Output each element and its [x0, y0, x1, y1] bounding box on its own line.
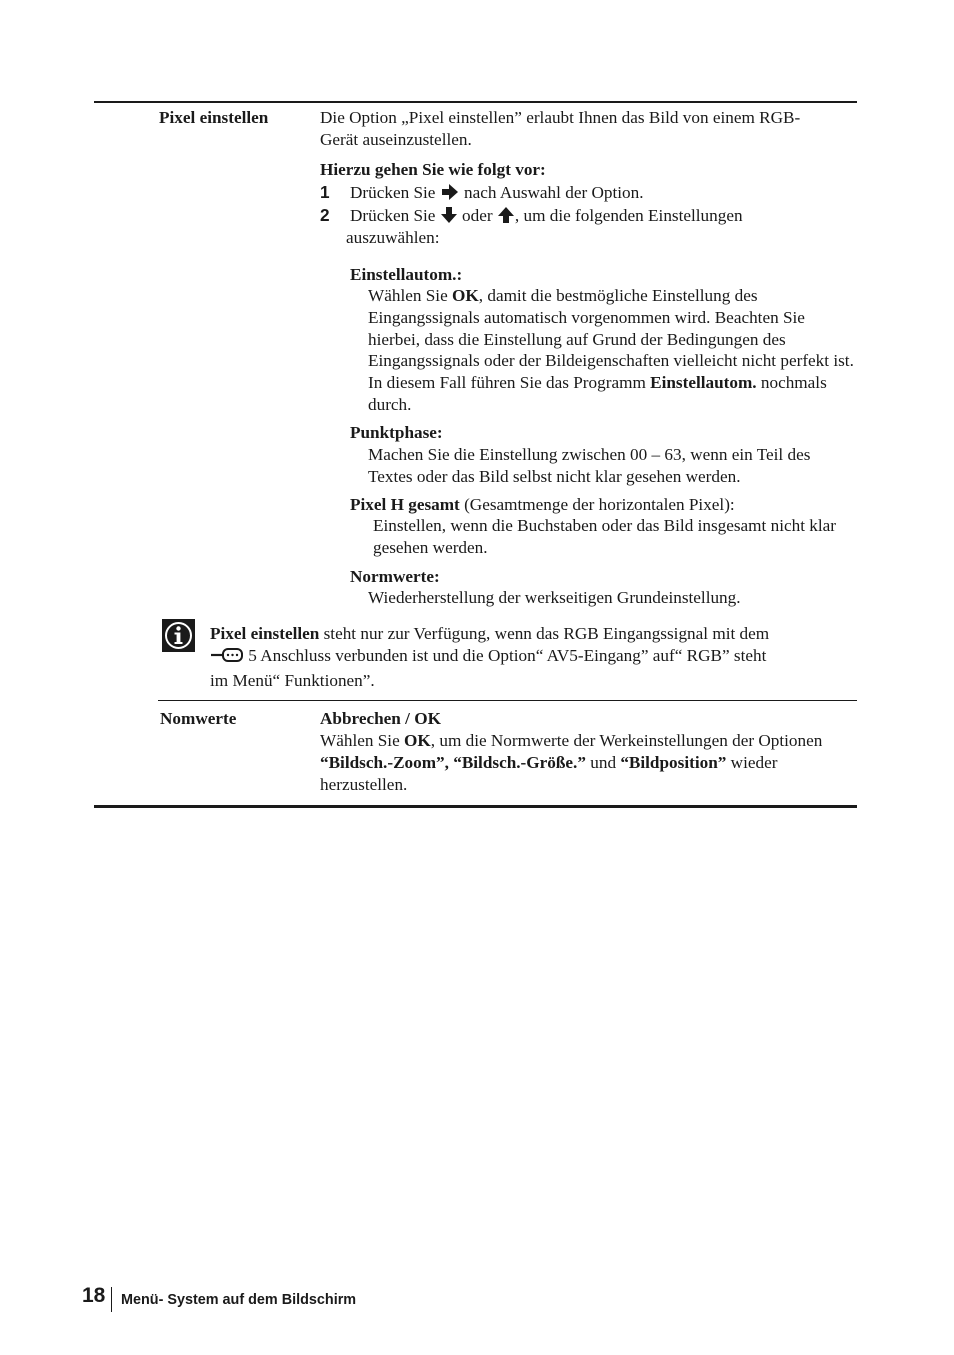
- ok-keyword: OK: [452, 286, 479, 305]
- einstellautom-body: [350, 285, 856, 416]
- step-2-post: , um die folgenden Einstellungen: [514, 206, 743, 225]
- pixel-h-note: (Gesamtmenge der horizontalen Pixel):: [459, 495, 735, 514]
- einstellautom-program-name: Einstellautom.: [650, 373, 757, 393]
- how-to-heading: Hierzu gehen Sie wie folgt vor:: [320, 160, 546, 179]
- note-bold: Pixel einstellen: [210, 624, 320, 643]
- note-text-2: 5 Anschluss verbunden ist und die Option“ AV5-Eingang” auf“ RGB” steht: [244, 645, 767, 665]
- pixel-h-heading: [350, 494, 860, 516]
- nomwerte-and: und: [585, 752, 617, 772]
- nomwerte-heading: Abbrechen / OK: [320, 709, 441, 728]
- step-1-post: nach Auswahl der Option.: [464, 183, 644, 202]
- nomwerte-body-end: wieder herzustellen.: [320, 752, 778, 794]
- step-2-mid: oder: [462, 206, 493, 225]
- note-text: [210, 623, 860, 691]
- normwerte-heading: Normwerte:: [350, 567, 440, 586]
- note-line-2: [210, 645, 860, 670]
- note-text-1: steht nur zur Verfügung, wenn das RGB Eingangssignal mit dem: [319, 624, 770, 643]
- punktphase-body: Machen Sie die Einstellung zwischen 00 – 63, wenn ein Teil des Textes oder das Bild selbst nicht klar gesehen werden.: [368, 445, 811, 486]
- normwerte-body: Wiederherstellung der werkseitigen Grundeinstellung.: [368, 588, 741, 607]
- bottom-rule: [94, 805, 857, 808]
- nomwerte-body: [320, 730, 850, 795]
- nomwerte-options-2: “Bildposition”: [620, 752, 727, 772]
- einstellautom-heading: Einstellautom.:: [350, 265, 463, 284]
- note-line-3: im Menü“ Funktionen”.: [210, 670, 375, 690]
- arrow-down-icon: [440, 206, 458, 230]
- pixel-h-title: Pixel H gesamt: [350, 495, 460, 514]
- step-1-number: 1: [320, 182, 330, 202]
- einstellautom-body-pre: Wählen Sie: [368, 286, 448, 305]
- note-line-1: [210, 623, 860, 645]
- nomwerte-body-pre: Wählen Sie: [320, 731, 400, 750]
- punktphase-heading: Punktphase:: [350, 423, 443, 442]
- step-2-continuation: auszuwählen:: [346, 228, 440, 247]
- pixel-intro: Die Option „Pixel einstellen” erlaubt Ihnen das Bild von einem RGB- Gerät auseinzustellen.: [320, 108, 801, 149]
- footer-divider: [111, 1287, 112, 1312]
- arrow-right-icon: [440, 183, 460, 207]
- page-number: 18: [82, 1284, 106, 1307]
- nomwerte-options-1: “Bildsch.-Zoom”, “Bildsch.-Größe.”: [320, 752, 586, 772]
- info-icon: [162, 619, 195, 652]
- einstellautom-body-text: , damit die bestmögliche Einstellung des Eingangssignals automatisch vorgenommen wird. Beachten Sie hierbei, dass die Einstellung auf Grund der Bedingungen des Eingangssignals oder der Bildeigenschaften vielleicht nicht perfekt ist. In diesem Fall führen Sie das Programm: [368, 286, 854, 393]
- step-2-pre: Drücken Sie: [350, 206, 436, 225]
- footer-section-title: Menü- System auf dem Bildschirm: [121, 1292, 357, 1308]
- top-rule: [94, 101, 857, 103]
- step-2-number: 2: [320, 205, 330, 225]
- pixel-einstellen-label: Pixel einstellen: [159, 108, 269, 127]
- nomwerte-ok: OK: [404, 731, 431, 750]
- pixel-h-body: Einstellen, wenn die Buchstaben oder das Bild insgesamt nicht klar gesehen werden.: [373, 516, 837, 557]
- arrow-up-icon: [497, 206, 515, 230]
- nomwerte-label: Nomwerte: [160, 709, 237, 728]
- step-1: [320, 182, 860, 207]
- step-1-pre: Drücken Sie: [350, 183, 436, 202]
- nomwerte-body-mid: , um die Normwerte der Werkeinstellungen der Optionen: [430, 731, 823, 750]
- av-input-icon: [210, 646, 244, 670]
- einstellautom-body-end: nochmals durch.: [368, 373, 827, 414]
- section-separator: [158, 700, 857, 701]
